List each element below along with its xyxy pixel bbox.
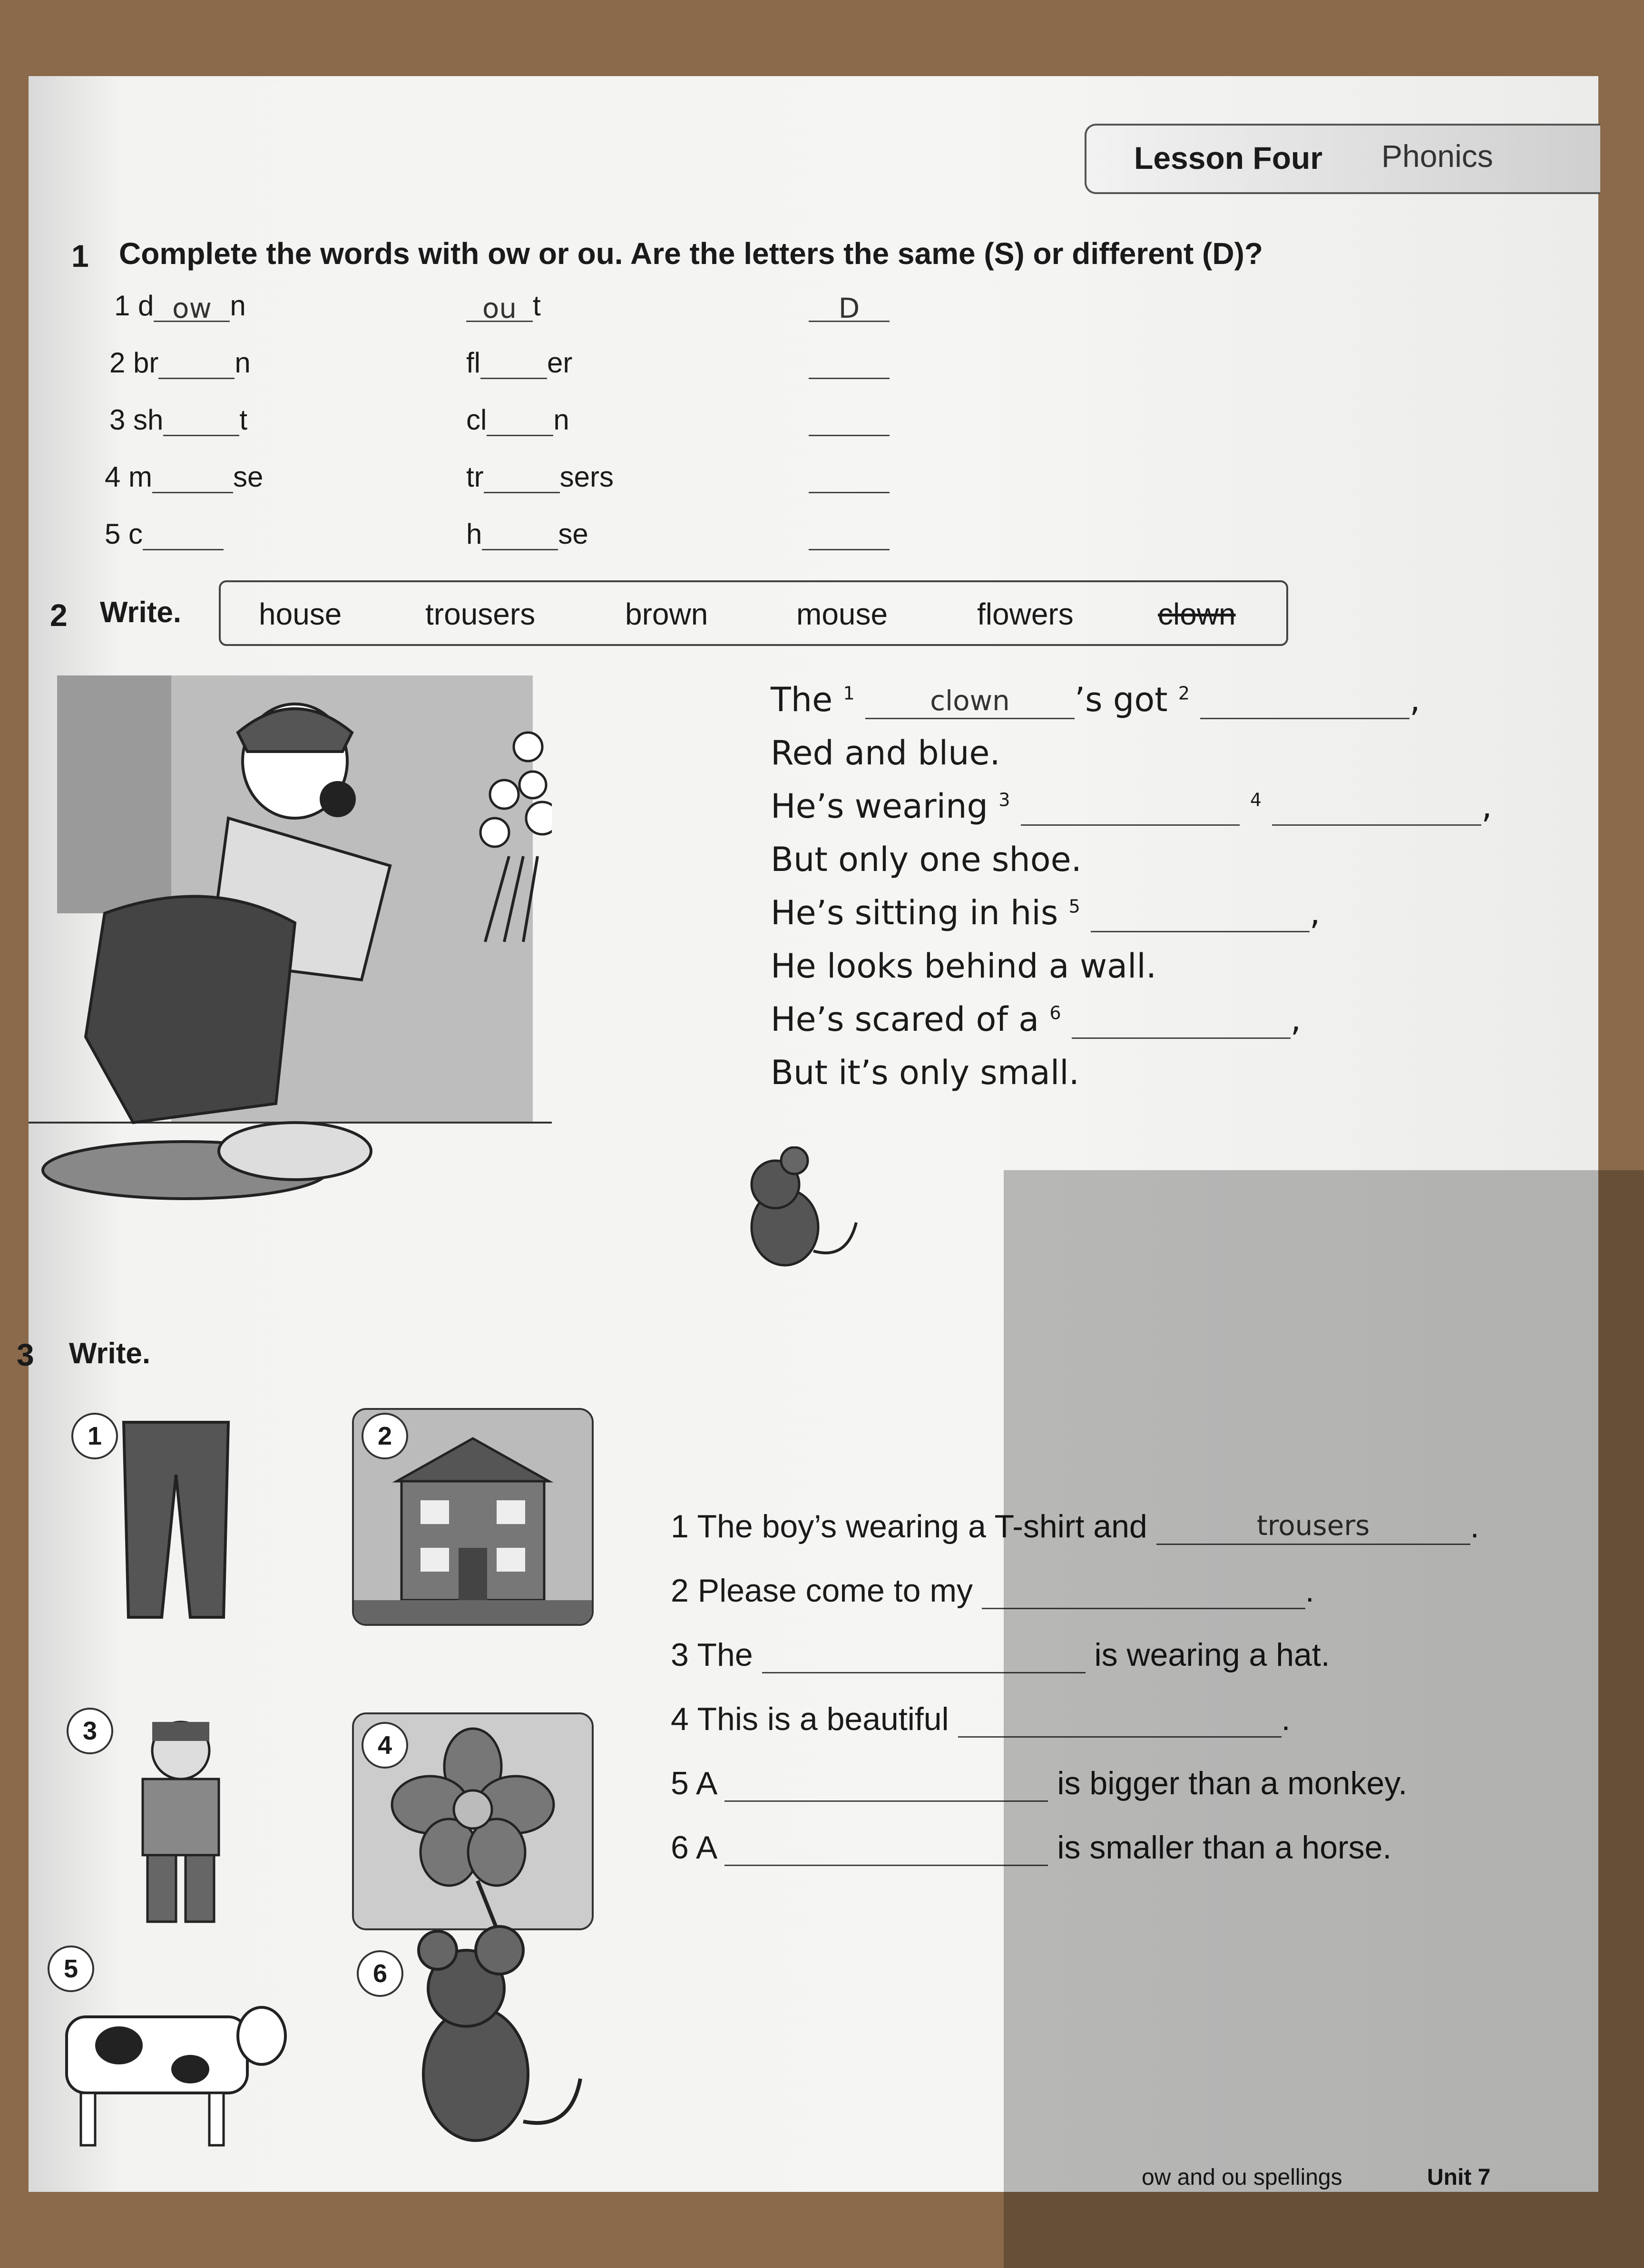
sentence-end: is wearing a hat.: [1094, 1637, 1330, 1673]
exercise-1-instruction: Complete the words with ow or ou. Are the letters the same (S) or different (D)?: [119, 236, 1263, 271]
poem-line-6: He looks behind a wall.: [771, 947, 1157, 986]
picture-number: 2: [362, 1413, 408, 1459]
word-a-suffix: t: [239, 404, 248, 436]
ex1-row-b: [466, 518, 588, 550]
sentence-end: is smaller than a horse.: [1057, 1829, 1392, 1866]
answer-blank[interactable]: [809, 406, 890, 436]
ex1-answer-2: [809, 346, 890, 379]
row-number: 3: [109, 404, 126, 436]
word-a-suffix: n: [230, 290, 246, 322]
row-number: 1: [114, 290, 130, 322]
word-a-prefix: br: [133, 347, 159, 379]
word-a-suffix: n: [235, 347, 251, 379]
sentence-number: 3: [671, 1637, 689, 1673]
word-a-prefix: d: [138, 290, 154, 322]
mouse-illustration: [723, 1146, 866, 1270]
blank-number: 3: [998, 789, 1010, 811]
word-b-suffix: er: [547, 347, 573, 379]
poem-blank-1[interactable]: clown: [865, 684, 1075, 719]
poem-text: The: [771, 680, 833, 719]
word-a-blank[interactable]: [152, 463, 233, 493]
poem-line-2: Red and blue.: [771, 733, 1000, 772]
picture-number: 1: [71, 1413, 118, 1459]
ex1-answer-1: [809, 289, 890, 322]
ex1-answer-5: [809, 518, 890, 550]
word-bank-item: mouse: [796, 597, 888, 631]
poem-line-7: [771, 1000, 1301, 1039]
sentence-5: [671, 1765, 1407, 1802]
lesson-header: [1085, 124, 1600, 194]
word-b-suffix: se: [558, 518, 588, 550]
poem-punct: ,: [1290, 1000, 1302, 1039]
word-a-blank[interactable]: [163, 406, 239, 436]
footer-topic: ow and ou spellings: [1142, 2165, 1342, 2190]
footer-unit: Unit 7: [1427, 2165, 1491, 2190]
trousers-picture: [114, 1418, 238, 1622]
ex1-row-b: [466, 460, 614, 493]
word-a-blank[interactable]: ow: [154, 292, 230, 322]
answer-blank[interactable]: [809, 349, 890, 379]
sentence-blank[interactable]: [982, 1574, 1305, 1609]
poem-text: He’s scared of a: [771, 1000, 1039, 1039]
blank-number: 1: [843, 683, 855, 704]
ex1-row: [109, 403, 247, 436]
picture-number: 4: [362, 1722, 408, 1769]
poem-line-1: [771, 680, 1420, 719]
sentence-number: 6: [671, 1829, 689, 1866]
word-b-prefix: fl: [466, 347, 480, 379]
exercise-2-instruction: Write.: [100, 596, 182, 629]
poem-text: He’s wearing: [771, 787, 988, 826]
ex1-row: [105, 518, 224, 550]
word-bank-item-crossed: clown: [1158, 597, 1236, 631]
sentence-text: The: [697, 1637, 753, 1673]
word-a-prefix: sh: [133, 404, 164, 436]
sentence-number: 1: [671, 1508, 689, 1545]
ex1-row: [114, 289, 246, 322]
word-bank-item: brown: [625, 597, 708, 631]
poem-line-8: But it’s only small.: [771, 1053, 1079, 1092]
answer-blank[interactable]: D: [809, 292, 890, 322]
poem-blank-6[interactable]: [1072, 1004, 1291, 1039]
blank-number: 2: [1178, 683, 1190, 704]
exercise-1-number: 1: [71, 238, 89, 274]
word-a-blank[interactable]: [143, 520, 224, 550]
ex1-row-b: [466, 289, 541, 322]
mouse-picture: [400, 1922, 590, 2150]
ex1-row: [109, 346, 251, 379]
poem-line-3: [771, 787, 1492, 826]
poem-blank-3[interactable]: [1021, 791, 1240, 826]
sentence-text: A: [695, 1829, 716, 1866]
word-a-prefix: c: [128, 518, 143, 550]
row-number: 4: [105, 461, 121, 493]
sentence-blank[interactable]: [958, 1702, 1282, 1738]
sentence-blank[interactable]: trousers: [1156, 1509, 1470, 1545]
word-b-prefix: cl: [466, 404, 487, 436]
sentence-text: This is a beautiful: [697, 1701, 949, 1737]
sentence-end: .: [1305, 1573, 1314, 1609]
picture-number: 5: [48, 1945, 94, 1992]
sentence-number: 5: [671, 1765, 689, 1801]
sentence-1: [671, 1508, 1479, 1545]
sentence-2: [671, 1572, 1314, 1609]
poem-text: He’s sitting in his: [771, 893, 1058, 932]
word-b-prefix: h: [466, 518, 482, 550]
sentence-end: .: [1470, 1508, 1479, 1545]
word-a-suffix: se: [233, 461, 264, 493]
word-b-blank[interactable]: [482, 520, 558, 550]
answer-blank[interactable]: [809, 520, 890, 550]
word-bank-item: house: [259, 597, 342, 631]
word-bank-item: flowers: [977, 597, 1074, 631]
exercise-3-number: 3: [17, 1337, 34, 1372]
sentence-number: 2: [671, 1573, 689, 1609]
answer-blank[interactable]: [809, 463, 890, 493]
blank-number: 4: [1250, 789, 1262, 811]
sentence-end: is bigger than a monkey.: [1057, 1765, 1408, 1801]
row-number: 5: [105, 518, 121, 550]
sentence-end: .: [1281, 1701, 1291, 1737]
blank-number: 5: [1068, 896, 1080, 917]
sentence-blank[interactable]: [724, 1830, 1048, 1866]
row-number: 2: [109, 347, 126, 379]
sentence-blank[interactable]: [762, 1638, 1086, 1673]
poem-line-5: [771, 893, 1320, 932]
poem-blank-4[interactable]: [1272, 791, 1481, 826]
exercise-2-number: 2: [50, 597, 68, 633]
poem-punct: ,: [1409, 680, 1420, 719]
word-b-suffix: sers: [559, 461, 614, 493]
clown-illustration: [29, 675, 552, 1275]
word-b-suffix: t: [533, 290, 541, 322]
blank-number: 6: [1049, 1002, 1061, 1024]
word-b-suffix: n: [553, 404, 569, 436]
ex1-row: [105, 460, 263, 493]
ex1-row-b: [466, 346, 572, 379]
word-b-blank[interactable]: ou: [466, 292, 533, 322]
clown-small-picture: [100, 1712, 262, 1926]
picture-number: 6: [357, 1950, 403, 1997]
sentence-6: [671, 1829, 1391, 1866]
lesson-topic: Phonics: [1381, 138, 1493, 174]
lesson-title: Lesson Four: [1134, 140, 1323, 176]
sentence-4: [671, 1701, 1290, 1738]
worksheet-page: [17, 76, 1598, 2192]
cow-picture: [48, 1988, 295, 2150]
word-b-blank[interactable]: [487, 406, 553, 436]
sentence-3: [671, 1636, 1330, 1673]
word-a-blank[interactable]: [158, 349, 235, 379]
sentence-text: Please come to my: [697, 1573, 973, 1609]
ex1-row-b: [466, 403, 569, 436]
word-bank: [219, 580, 1288, 646]
word-b-prefix: tr: [466, 461, 484, 493]
poem-text: ’s got: [1074, 680, 1168, 719]
word-b-blank[interactable]: [484, 463, 560, 493]
sentence-text: The boy’s wearing a T-shirt and: [697, 1508, 1147, 1545]
sentence-number: 4: [671, 1701, 689, 1737]
ex1-answer-3: [809, 403, 890, 436]
word-b-blank[interactable]: [480, 349, 547, 379]
picture-number: 3: [67, 1708, 113, 1754]
poem-blank-5[interactable]: [1091, 898, 1310, 932]
exercise-3-instruction: Write.: [69, 1337, 151, 1370]
word-a-prefix: m: [128, 461, 153, 493]
poem-blank-2[interactable]: [1200, 684, 1409, 719]
sentence-blank[interactable]: [724, 1766, 1048, 1802]
word-bank-item: trousers: [425, 597, 536, 631]
ex1-answer-4: [809, 460, 890, 493]
poem-line-4: But only one shoe.: [771, 840, 1082, 879]
poem-punct: ,: [1481, 787, 1492, 826]
sentence-text: A: [695, 1765, 716, 1801]
poem-punct: ,: [1310, 893, 1321, 932]
